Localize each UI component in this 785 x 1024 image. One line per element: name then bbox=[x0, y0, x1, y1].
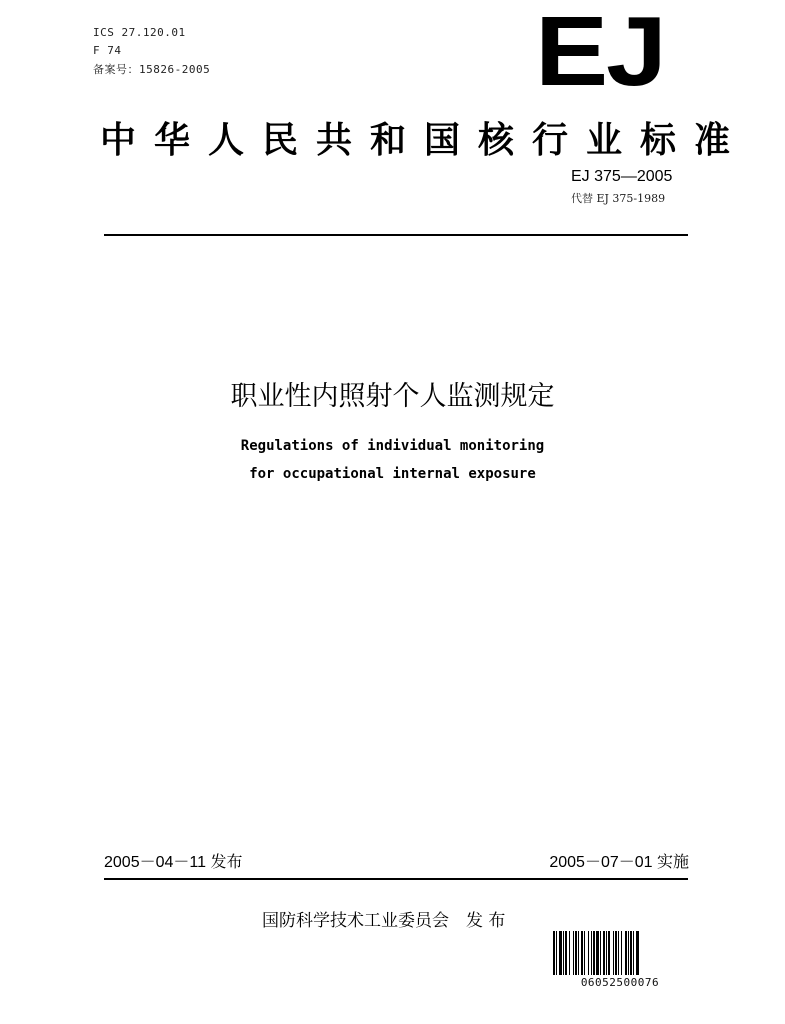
barcode-stripe bbox=[639, 931, 640, 975]
title-chinese: 职业性内照射个人监测规定 bbox=[230, 381, 555, 412]
implementation-date: 2005－07－01 实施 bbox=[549, 854, 689, 871]
standard-number: EJ 375—2005 bbox=[571, 168, 673, 185]
ics-code: ICS 27.120.01 bbox=[93, 26, 186, 39]
classification-code: F 74 bbox=[93, 44, 122, 57]
bottom-divider bbox=[104, 878, 688, 880]
top-divider bbox=[104, 234, 688, 236]
replaces-note: 代替 EJ 375-1989 bbox=[571, 192, 666, 205]
standard-category: 中华人民共和国核行业标准 bbox=[100, 120, 749, 161]
issue-date: 2005－04－11 发布 bbox=[104, 854, 243, 871]
barcode bbox=[553, 931, 687, 975]
title-english-line2: for occupational internal exposure bbox=[249, 466, 536, 482]
registration-number: 备案号：15826-2005 bbox=[93, 63, 211, 76]
title-english-line1: Regulations of individual monitoring bbox=[240, 438, 545, 454]
barcode-number: 06052500076 bbox=[580, 976, 660, 989]
ej-logo: EJ bbox=[535, 0, 665, 106]
issuer: 国防科学技术工业委员会 发 布 bbox=[262, 911, 506, 931]
